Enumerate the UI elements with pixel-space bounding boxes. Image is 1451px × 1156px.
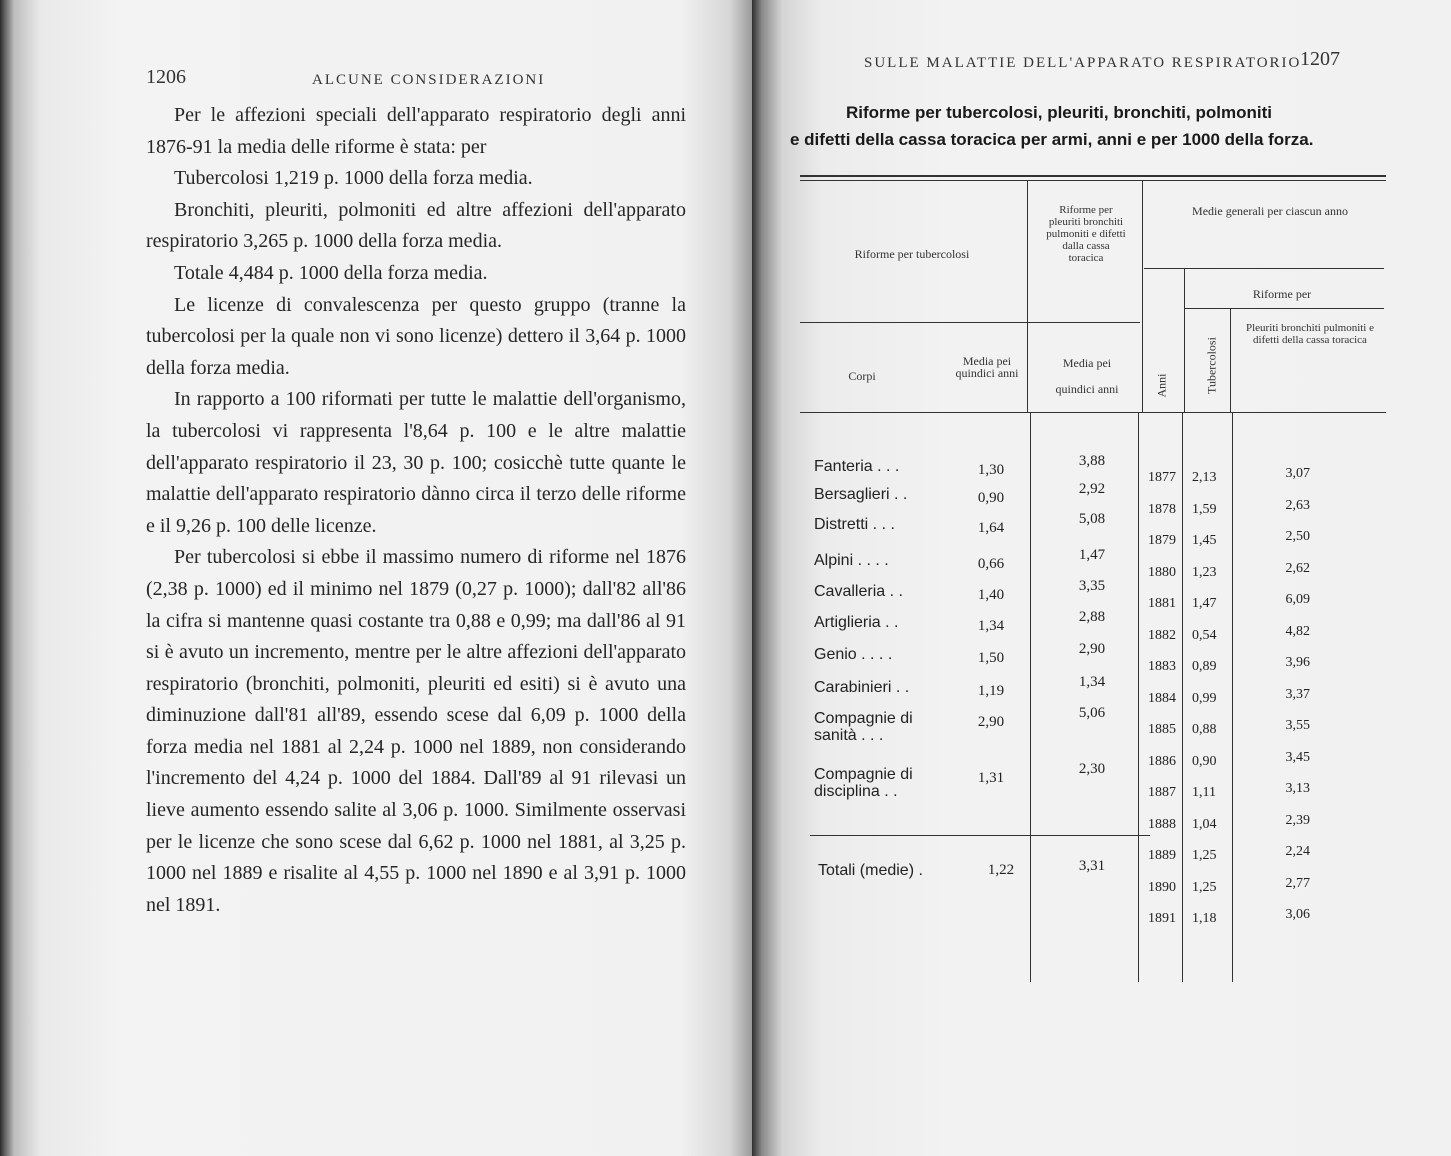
header-media-tub: Media pei quindici anni (955, 354, 1019, 380)
year-label: 1879 (1148, 533, 1176, 548)
year-label: 1882 (1148, 627, 1176, 643)
year-pleu-value: 2,24 (1285, 844, 1310, 859)
year-label: 1885 (1148, 722, 1176, 737)
year-label: 1889 (1148, 848, 1176, 863)
right-page-number: 1207 (1300, 48, 1340, 70)
year-label: 1886 (1148, 753, 1176, 769)
paragraph: Tubercolosi 1,219 p. 1000 della forza media. (174, 167, 533, 190)
year-pleu-value: 3,37 (1285, 686, 1310, 702)
year-pleu-value: 6,09 (1285, 592, 1310, 607)
totali-pleu-value: 3,31 (1078, 858, 1106, 874)
corpo-name: Cavalleria . . (814, 583, 903, 600)
corpo-pleu-value: 5,08 (1078, 511, 1106, 527)
paragraph: In rapporto a 100 riformati per tutte le malattie dell'organismo, la tubercolosi vi rappresenta l'8,64 p. 100 e le altre malattie dell'apparato respiratorio il 23, 30 p. 100; cosicchè tutte quante le malattie dell'apparato respiratorio dànno circa il terzo delle riforme e il 9,26 p. 100 delle licenze. (146, 388, 686, 537)
corpo-tub-value: 0,66 (977, 556, 1005, 572)
header-riforme-per: Riforme per (1252, 287, 1312, 301)
left-running-head: ALCUNE CONSIDERAZIONI (312, 72, 546, 88)
corpo-tub-value: 1,34 (977, 618, 1005, 634)
header-corpi: Corpi (848, 369, 876, 383)
corpo-pleu-value: 1,47 (1078, 547, 1106, 563)
year-tub-value: 1,25 (1192, 879, 1217, 895)
vrule-pleu (1142, 180, 1143, 412)
totali-tub-value: 1,22 (987, 862, 1015, 878)
header-bottom-rule (800, 412, 1386, 413)
year-label: 1877 (1148, 470, 1176, 485)
year-tub-value: 1,47 (1192, 596, 1217, 611)
right-page (752, 0, 1451, 1156)
header-medie-generali: Medie generali per ciascun anno (1192, 204, 1348, 218)
header-riforme-pleuriti: Riforme per pleuriti bronchiti pulmoniti e difetti dalla cassa toracica (1046, 204, 1126, 264)
year-tub-value: 1,25 (1192, 848, 1217, 863)
year-tub-value: 0,88 (1192, 722, 1217, 737)
header-riforme-tubercolosi: Riforme per tubercolosi (854, 247, 970, 261)
year-tub-value: 0,99 (1192, 690, 1217, 706)
totals-rule (810, 835, 1150, 836)
year-pleu-value: 2,63 (1285, 497, 1310, 513)
corpo-name: Compagnie di disciplina . . (814, 766, 913, 800)
corpo-name: Compagnie di sanità . . . (814, 710, 913, 744)
vrule-anni-body (1182, 412, 1183, 982)
year-pleu-value: 3,07 (1285, 466, 1310, 481)
corpo-tub-value: 2,90 (977, 714, 1005, 730)
year-tub-value: 1,18 (1192, 911, 1217, 926)
paragraph: Bronchiti, pleuriti, polmoniti ed altre affezioni dell'apparato respiratorio 3,265 p. 1000 della forza media. (146, 198, 686, 253)
year-pleu-value: 3,06 (1285, 907, 1310, 922)
year-label: 1881 (1148, 596, 1176, 611)
year-tub-value: 2,13 (1192, 470, 1217, 485)
vrule-tub-body (1232, 412, 1233, 982)
corpo-name: Alpini . . . . (814, 552, 889, 569)
corpo-pleu-value: 3,88 (1078, 453, 1106, 469)
paragraph: Per tubercolosi si ebbe il massimo numero di riforme nel 1876 (2,38 p. 1000) ed il minimo nel 1879 (0,27 p. 1000); dall'82 all'86 la cifra si mantenne quasi costante tra 0,88 e 0,99; ma dall'86 al 91 si è avuto un incremento, mentre per le altre affezioni dell'apparato respiratorio (bronchiti, polmoniti, pleuriti ed esiti) si è avuto una diminuzione dall'81 all'89, essendo scese dal 6,09 p. 1000 della forza media nel 1881 al 2,24 p. 1000 nel 1889, non considerando l'incremento del 4,24 p. 1000 del 1884. Dall'89 al 91 rilevasi un lieve aumento essendo salite al 3,06 p. 1000. Similmente osservasi per le licenze che sono scese dal 6,62 p. 1000 nel 1881, al 3,25 p. 1000 nel 1889 e risalite al 4,55 p. 1000 nel 1890 e al 3,91 p. 1000 nel 1891. (146, 546, 686, 916)
right-running-head: SULLE MALATTIE DELL'APPARATO RESPIRATORIO (864, 55, 1302, 71)
paragraph: Le licenze di convalescenza per questo gruppo (tranne la tubercolosi per la quale non vi sono licenze) dettero il 3,64 p. 1000 della forza media. (146, 293, 686, 379)
corpo-pleu-value: 5,06 (1078, 705, 1106, 721)
corpo-tub-value: 1,50 (977, 650, 1005, 666)
vrule-tub (1230, 308, 1231, 412)
corpo-tub-value: 1,40 (977, 587, 1005, 603)
corpo-tub-value: 1,31 (977, 770, 1005, 786)
corpo-pleu-value: 2,88 (1078, 609, 1106, 625)
corpo-name: Bersaglieri . . (814, 486, 908, 503)
year-tub-value: 1,04 (1192, 816, 1217, 832)
corpo-name: Fanteria . . . (814, 458, 900, 475)
vrule-corpi-body (1030, 412, 1031, 982)
corpo-pleu-value: 1,34 (1078, 674, 1106, 690)
header-pleuriti-col: Pleuriti bronchiti pulmoniti e difetti della cassa toracica (1245, 322, 1374, 346)
corpo-name: Genio . . . . (814, 646, 893, 663)
year-pleu-value: 3,55 (1285, 718, 1310, 733)
year-pleu-value: 3,13 (1285, 781, 1310, 796)
data-table (752, 0, 1451, 1156)
header-media-pleu: Media pei quindici anni (1055, 356, 1119, 396)
totali-name: Totali (medie) . (818, 862, 923, 879)
year-pleu-value: 2,62 (1285, 560, 1310, 576)
year-tub-value: 1,23 (1192, 564, 1217, 580)
corpo-tub-value: 1,19 (977, 683, 1005, 699)
paragraph: Per le affezioni speciali dell'apparato respiratorio degli anni 1876-91 la media delle riforme è stata: per (146, 104, 686, 158)
year-tub-value: 1,59 (1192, 501, 1217, 517)
vrule-anni (1184, 268, 1185, 412)
paragraph: Totale 4,484 p. 1000 della forza media. (174, 261, 488, 284)
year-label: 1891 (1148, 911, 1176, 926)
corpo-pleu-value: 2,92 (1078, 481, 1106, 497)
corpo-tub-value: 1,64 (977, 520, 1005, 536)
year-pleu-value: 2,77 (1285, 875, 1310, 891)
year-label: 1884 (1148, 690, 1176, 706)
corpo-pleu-value: 2,90 (1078, 641, 1106, 657)
year-label: 1890 (1148, 879, 1176, 895)
corpo-tub-value: 1,30 (977, 462, 1005, 478)
header-rule-medie (1144, 268, 1384, 269)
year-label: 1883 (1148, 659, 1176, 674)
year-tub-value: 0,90 (1192, 753, 1217, 769)
year-tub-value: 0,89 (1192, 659, 1217, 674)
year-pleu-value: 3,45 (1285, 749, 1310, 765)
year-pleu-value: 4,82 (1285, 623, 1310, 639)
corpo-name: Distretti . . . (814, 516, 895, 533)
table-top-rule-2 (800, 180, 1386, 181)
header-tubercolosi: Tubercolosi (1204, 337, 1219, 394)
table-title-line1: Riforme per tubercolosi, pleuriti, bronchiti, polmoniti (846, 103, 1272, 122)
table-title-line2: e difetti della cassa toracica per armi, anni e per 1000 della forza. (790, 130, 1314, 149)
corpo-name: Artiglieria . . (814, 614, 899, 631)
header-rule-left (800, 322, 1140, 323)
year-label: 1888 (1148, 816, 1176, 832)
header-anni: Anni (1154, 373, 1169, 398)
left-body-text (146, 100, 686, 921)
year-tub-value: 1,45 (1192, 533, 1217, 548)
year-label: 1887 (1148, 785, 1176, 800)
year-label: 1880 (1148, 564, 1176, 580)
header-rule-riforme-per (1184, 308, 1384, 309)
corpo-tub-value: 0,90 (977, 490, 1005, 506)
year-tub-value: 0,54 (1192, 627, 1217, 643)
table-top-rule (800, 175, 1386, 177)
year-pleu-value: 2,50 (1285, 529, 1310, 544)
left-page-number: 1206 (146, 66, 186, 88)
year-tub-value: 1,11 (1192, 785, 1216, 800)
corpo-name: Carabinieri . . (814, 679, 910, 696)
vrule-corpi (1027, 180, 1028, 412)
vrule-pleu-body (1138, 412, 1139, 982)
corpo-pleu-value: 3,35 (1078, 578, 1106, 594)
year-label: 1878 (1148, 501, 1176, 517)
year-pleu-value: 3,96 (1285, 655, 1310, 670)
corpo-pleu-value: 2,30 (1078, 761, 1106, 777)
year-pleu-value: 2,39 (1285, 812, 1310, 828)
